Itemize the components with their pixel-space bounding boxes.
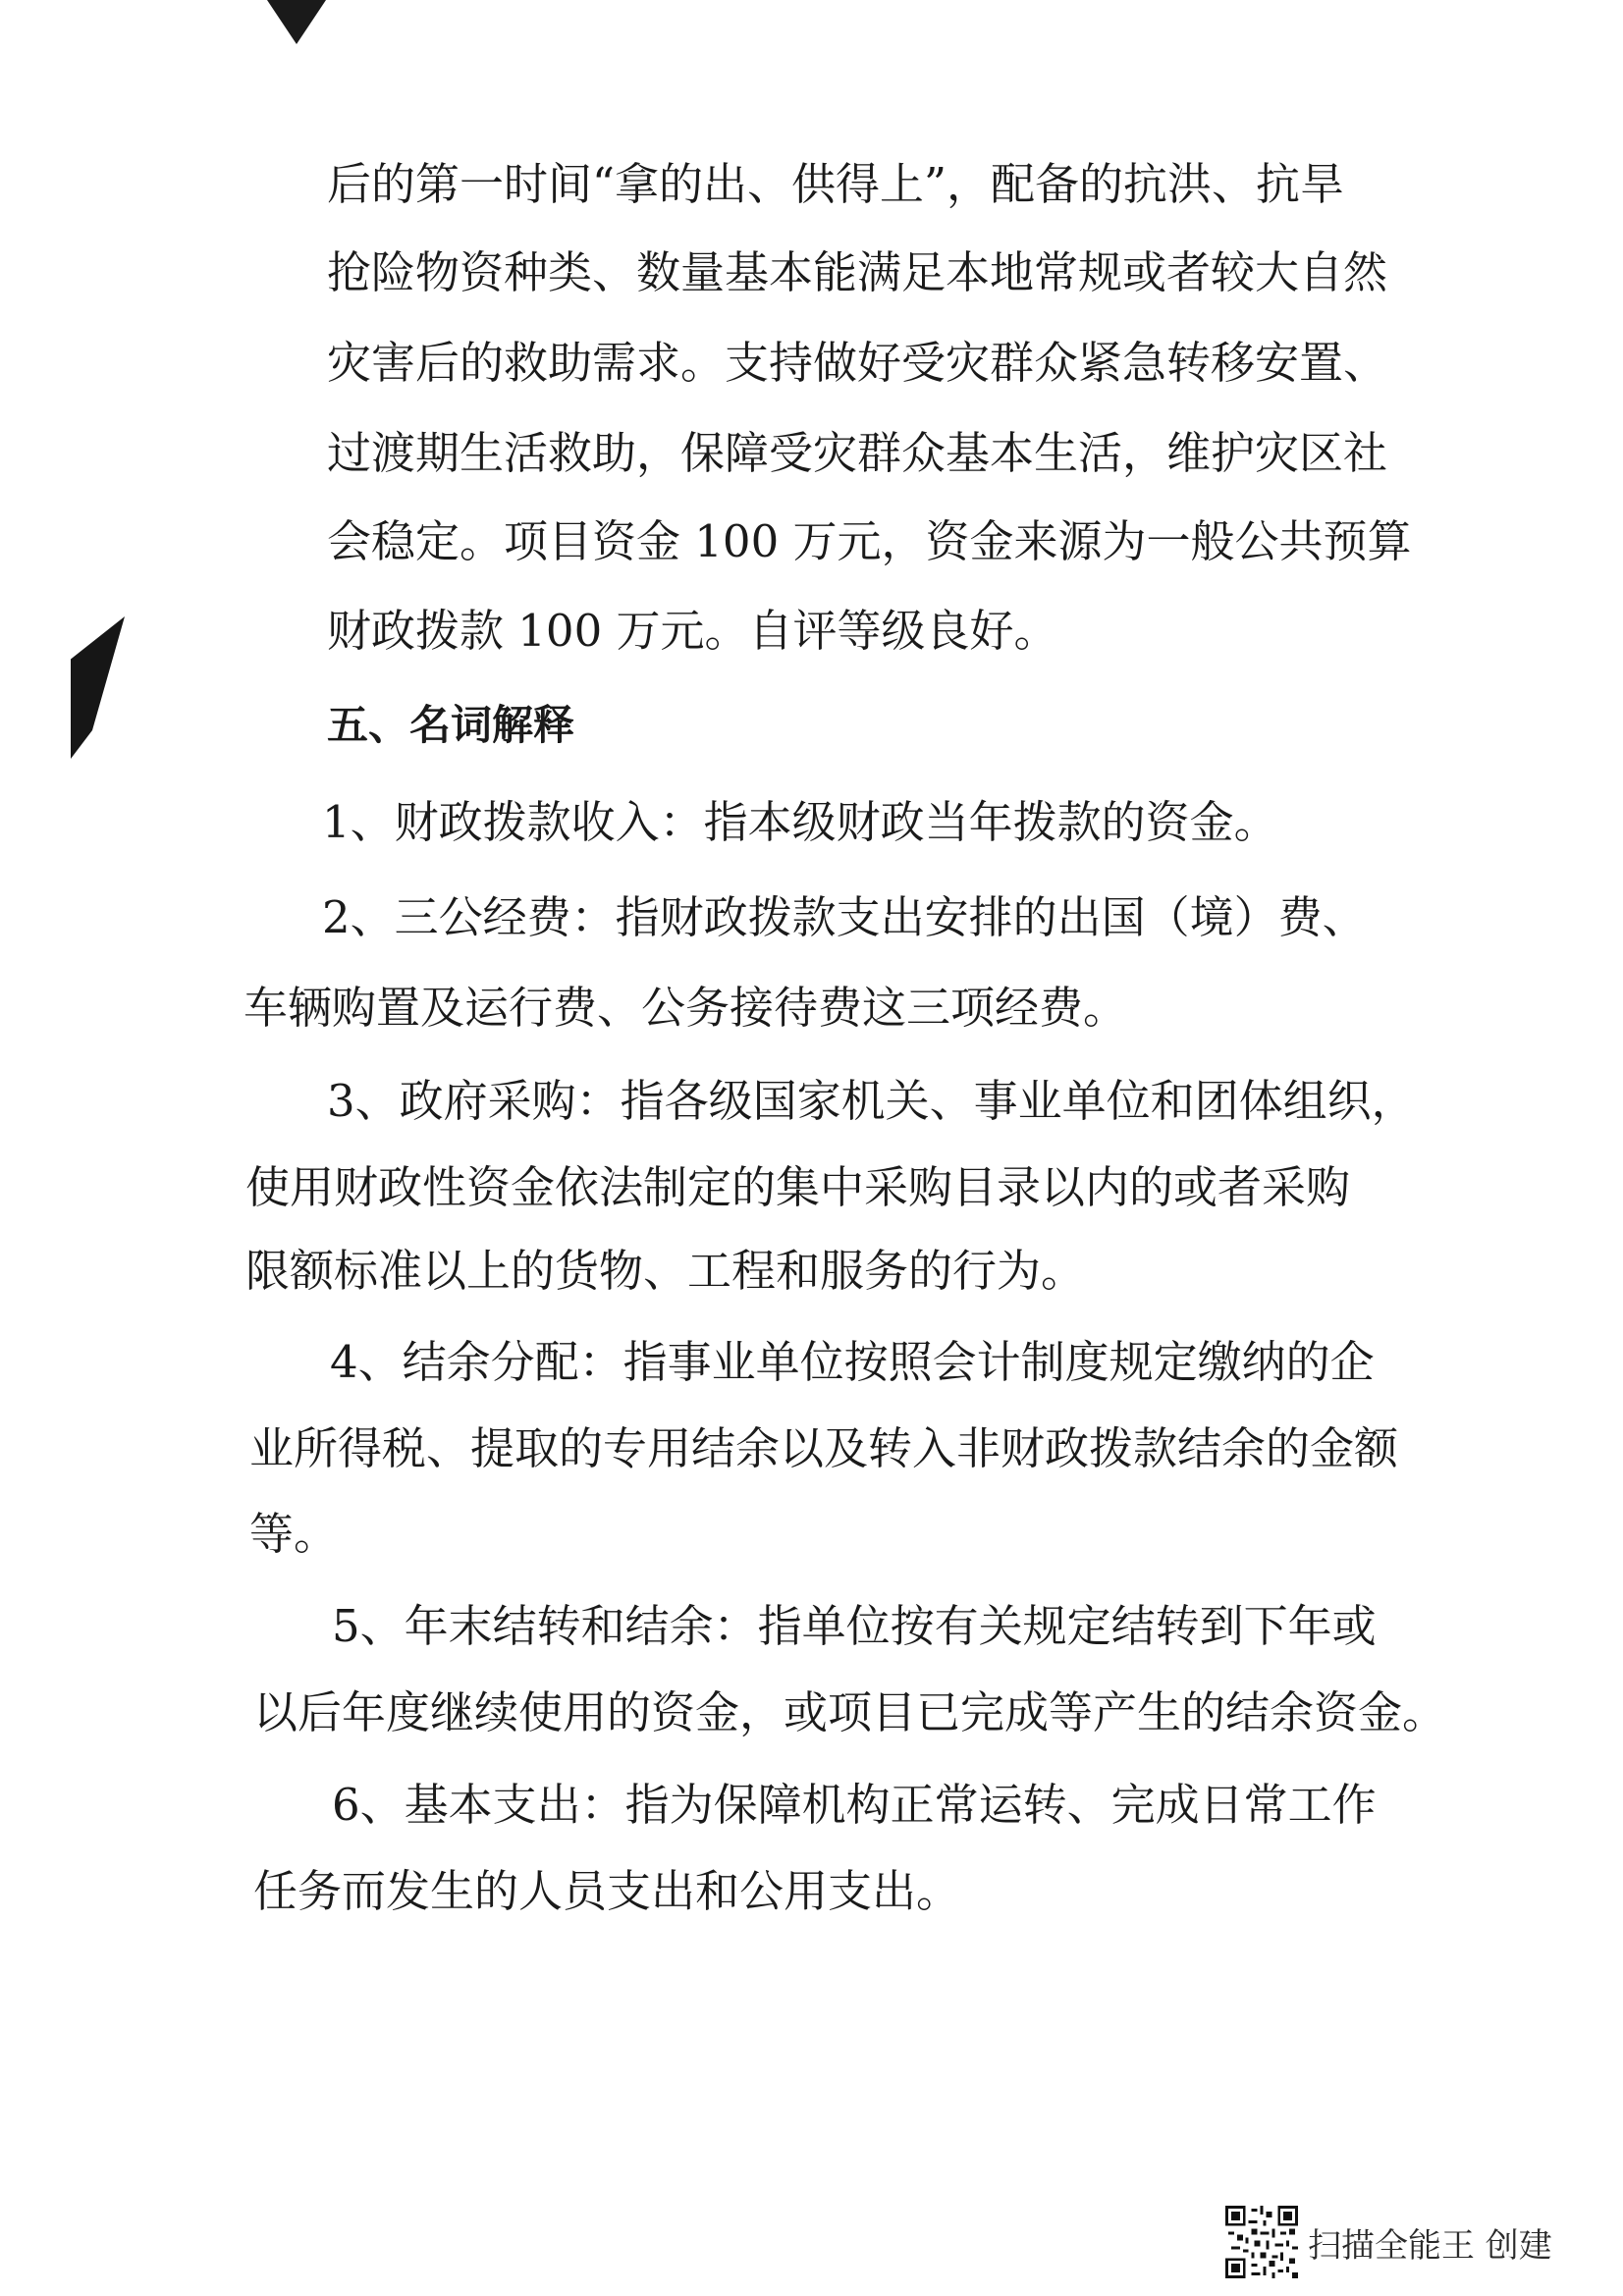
qr-code-icon bbox=[1225, 2206, 1298, 2278]
body-line: 过渡期生活救助，保障受灾群众基本生活，维护灾区社 bbox=[327, 427, 1388, 479]
scan-shadow-top bbox=[267, 0, 326, 44]
definition-line: 2、三公经费：指财政拨款支出安排的出国（境）费、 bbox=[322, 891, 1367, 943]
body-line: 会稳定。项目资金 100 万元，资金来源为一般公共预算 bbox=[327, 515, 1412, 567]
definition-line: 业所得税、提取的专用结余以及转入非财政拨款结余的金额 bbox=[249, 1422, 1399, 1474]
definition-line: 以后年度继续使用的资金，或项目已完成等产生的结余资金。 bbox=[253, 1686, 1447, 1738]
section-heading: 五、名词解释 bbox=[327, 701, 575, 749]
definition-line: 限额标准以上的货物、工程和服务的行为。 bbox=[245, 1245, 1086, 1297]
definition-line: 车辆购置及运行费、公务接待费这三项经费。 bbox=[243, 982, 1128, 1034]
body-line: 抢险物资种类、数量基本能满足本地常规或者较大自然 bbox=[327, 246, 1388, 298]
definition-line: 5、年末结转和结余：指单位按有关规定结转到下年或 bbox=[332, 1600, 1377, 1652]
definition-line: 6、基本支出：指为保障机构正常运转、完成日常工作 bbox=[332, 1779, 1377, 1831]
scanner-watermark bbox=[1225, 2203, 1552, 2281]
definition-line: 4、结余分配：指事业单位按照会计制度规定缴纳的企 bbox=[330, 1336, 1375, 1388]
scan-shadow-left bbox=[71, 616, 125, 759]
definition-line: 使用财政性资金依法制定的集中采购目录以内的或者采购 bbox=[245, 1161, 1351, 1213]
watermark-label: 扫描全能王 创建 bbox=[1308, 2225, 1552, 2266]
definition-line: 任务而发生的人员支出和公用支出。 bbox=[253, 1865, 961, 1917]
definition-line: 3、政府采购：指各级国家机关、事业单位和团体组织， bbox=[327, 1075, 1416, 1127]
body-line: 后的第一时间“拿的出、供得上”，配备的抗洪、抗旱 bbox=[327, 158, 1345, 210]
body-line: 灾害后的救助需求。支持做好受灾群众紧急转移安置、 bbox=[327, 337, 1388, 389]
definition-line: 等。 bbox=[249, 1508, 339, 1560]
body-line: 财政拨款 100 万元。自评等级良好。 bbox=[327, 605, 1058, 657]
definition-line: 1、财政拨款收入：指本级财政当年拨款的资金。 bbox=[322, 796, 1278, 848]
